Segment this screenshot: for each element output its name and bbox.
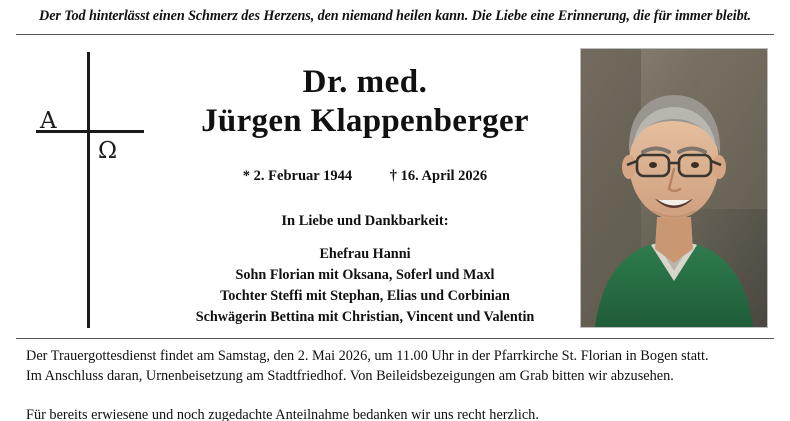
- divider-top: [16, 34, 774, 35]
- dedication-text: In Liebe und Dankbarkeit:: [281, 212, 449, 229]
- service-info-line-2: Im Anschluss daran, Urnenbeisetzung am Stadtfriedhof. Von Beileidsbezeigungen am Grab bitten wir abzusehen.: [26, 368, 674, 385]
- list-item: Ehefrau Hanni: [319, 245, 411, 262]
- divider-bottom: [16, 338, 774, 339]
- cross-vertical-bar: [87, 52, 90, 328]
- page-title: Jürgen Klappenberger: [201, 102, 529, 139]
- cross-icon: [26, 48, 156, 330]
- omega-icon: Ω: [98, 138, 118, 164]
- thanks-text: Für bereits erwiesene und noch zugedachte Anteilnahme bedanken wir uns recht herzlich.: [26, 406, 539, 421]
- list-item: Tochter Steffi mit Stephan, Elias und Corbinian: [220, 287, 510, 304]
- alpha-icon: A: [40, 108, 57, 134]
- footer-text: [26, 346, 766, 421]
- list-item: Schwägerin Bettina mit Christian, Vincent und Valentin: [195, 308, 535, 325]
- family-list: [150, 244, 580, 328]
- name-block: [150, 52, 580, 328]
- life-dates: [150, 168, 580, 185]
- birth-date: * 2. Februar 1944: [242, 167, 353, 184]
- service-info-line-1: Der Trauergottesdienst findet am Samstag, den 2. Mai 2026, um 11.00 Uhr in der Pfarrkirche St. Florian in Bogen statt.: [26, 348, 709, 364]
- death-date: † 16. April 2026: [389, 167, 488, 184]
- portrait-photo: [580, 48, 768, 328]
- list-item: Sohn Florian mit Oksana, Soferl und Maxl: [235, 266, 495, 283]
- academic-title: Dr. med.: [302, 64, 428, 100]
- epitaph-text: Der Tod hinterlässt einen Schmerz des Herzens, den niemand heilen kann. Die Liebe eine Erinnerung, die für immer bleibt.: [39, 8, 751, 24]
